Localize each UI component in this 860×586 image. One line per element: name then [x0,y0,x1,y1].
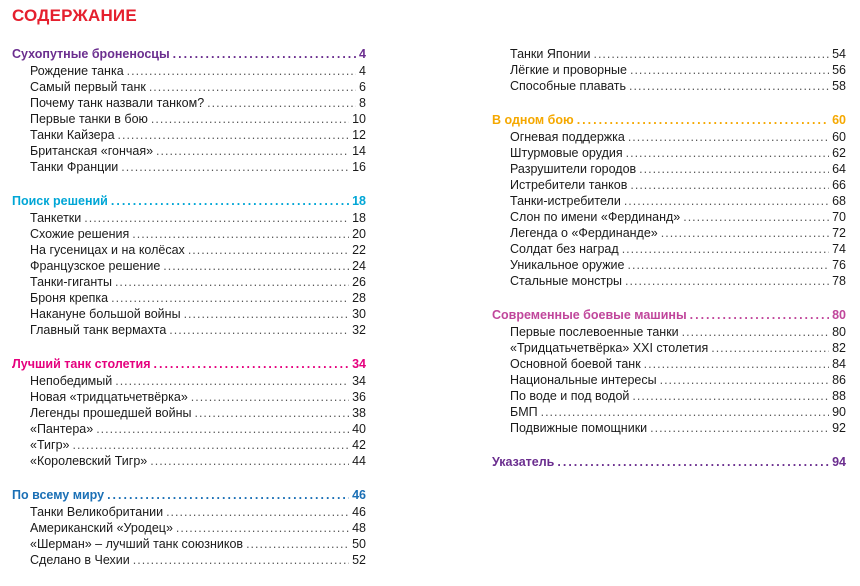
toc-entry-page: 76 [832,258,846,272]
toc-entry[interactable] [12,210,366,226]
dot-leader [111,290,349,306]
section-heading-page: 60 [832,113,846,127]
toc-entry[interactable] [492,388,846,404]
toc-entry-page: 4 [359,64,366,78]
toc-entry-label: Национальные интересы [510,373,657,387]
dot-leader [96,421,349,437]
dot-leader [149,79,356,95]
toc-entry-page: 80 [832,325,846,339]
toc-entry-page: 30 [352,307,366,321]
dot-leader [626,145,829,161]
dot-leader [628,129,829,145]
toc-entry-label: Почему танк назвали танком? [30,96,205,110]
toc-entry[interactable] [492,129,846,145]
toc-entry-label: «Королевский Тигр» [30,454,148,468]
dot-leader [132,226,349,242]
dot-leader [644,356,829,372]
toc-entry[interactable] [492,372,846,388]
toc-entry-label: Французское решение [30,259,161,273]
toc-entry[interactable] [492,145,846,161]
toc-entry-label: Схожие решения [30,227,130,241]
toc-entry[interactable] [12,95,366,111]
toc-entry-page: 42 [352,438,366,452]
toc-entry-label: Танки-истребители [510,194,621,208]
toc-entry-label: Непобедимый [30,374,113,388]
toc-entry[interactable] [12,405,366,421]
dot-leader [127,63,356,79]
dot-leader [156,143,349,159]
toc-entry[interactable] [12,552,366,568]
toc-entry-label: Рождение танка [30,64,124,78]
section-heading[interactable] [12,46,366,63]
toc-entry-page: 8 [359,96,366,110]
section-heading-page: 46 [352,488,366,502]
dot-leader [625,273,829,289]
page-title: СОДЕРЖАНИЕ [12,6,137,25]
toc-entry-page: 46 [352,505,366,519]
toc-entry[interactable] [12,520,366,536]
toc-entry-page: 40 [352,422,366,436]
dot-leader [661,225,829,241]
toc-section [492,46,846,94]
toc-entry-page: 44 [352,454,366,468]
toc-entry-label: Способные плавать [510,79,626,93]
toc-entry-page: 72 [832,226,846,240]
dot-leader [133,552,349,568]
toc-entry-label: Танки Франции [30,160,119,174]
toc-entry-page: 62 [832,146,846,160]
toc-entry-label: Штурмовые орудия [510,146,623,160]
toc-entry[interactable] [12,127,366,143]
dot-leader [163,258,349,274]
toc-entry-label: На гусеницах и на колёсах [30,243,185,257]
toc-entry[interactable] [492,324,846,340]
toc-entry-label: Первые танки в бою [30,112,148,126]
toc-entry[interactable] [12,453,366,469]
dot-leader [173,46,356,62]
toc-section [12,487,366,568]
toc-entry-page: 22 [352,243,366,257]
toc-right-column [492,46,846,489]
toc-entry-page: 92 [832,421,846,435]
section-heading[interactable] [492,112,846,129]
toc-entry-page: 56 [832,63,846,77]
toc-entry-label: Самый первый танк [30,80,146,94]
toc-entry[interactable] [492,225,846,241]
toc-entry-page: 54 [832,47,846,61]
toc-entry[interactable] [492,161,846,177]
toc-entry[interactable] [12,159,366,175]
toc-entry[interactable] [12,373,366,389]
section-heading-label: По всему миру [12,488,105,502]
toc-section [12,46,366,175]
toc-entry-page: 68 [832,194,846,208]
dot-leader [246,536,349,552]
toc-entry-label: Новая «тридцатьчетвёрка» [30,390,188,404]
section-heading-label: В одном бою [492,113,574,127]
toc-entry[interactable] [492,78,846,94]
section-heading[interactable] [492,307,846,324]
toc-entry-page: 58 [832,79,846,93]
toc-entry-page: 50 [352,537,366,551]
dot-leader [188,242,349,258]
toc-entry[interactable] [12,143,366,159]
section-heading-page: 4 [359,47,366,61]
dot-leader [630,177,829,193]
dot-leader [630,62,829,78]
toc-entry-page: 60 [832,130,846,144]
toc-entry-page: 14 [352,144,366,158]
toc-entry-page: 18 [352,211,366,225]
section-heading-label: Указатель [492,455,555,469]
toc-entry-label: По воде и под водой [510,389,630,403]
toc-entry[interactable] [12,322,366,338]
toc-entry-page: 52 [352,553,366,567]
dot-leader [72,437,349,453]
toc-entry-page: 20 [352,227,366,241]
dot-leader [151,111,349,127]
dot-leader [711,340,829,356]
toc-entry-label: «Тигр» [30,438,70,452]
dot-leader [557,454,829,470]
dot-leader [628,257,830,273]
dot-leader [194,405,349,421]
section-heading[interactable] [12,487,366,504]
toc-entry-page: 32 [352,323,366,337]
toc-section [492,307,846,436]
dot-leader [115,274,349,290]
toc-entry-page: 86 [832,373,846,387]
dot-leader [121,159,349,175]
toc-entry[interactable] [492,273,846,289]
toc-entry-page: 64 [832,162,846,176]
dot-leader [150,453,349,469]
toc-entry-label: Танки Японии [510,47,591,61]
toc-entry-label: Сделано в Чехии [30,553,130,567]
toc-entry-page: 16 [352,160,366,174]
toc-entry-label: Основной боевой танк [510,357,641,371]
toc-entry[interactable] [12,504,366,520]
toc-entry-label: Разрушители городов [510,162,637,176]
toc-entry-label: Главный танк вермахта [30,323,167,337]
toc-entry-page: 90 [832,405,846,419]
toc-left-column [12,46,366,586]
toc-entry-label: Истребители танков [510,178,628,192]
section-heading-page: 80 [832,308,846,322]
toc-entry-label: Лёгкие и проворные [510,63,627,77]
toc-entry-label: Огневая поддержка [510,130,625,144]
section-heading[interactable] [12,356,366,373]
dot-leader [639,161,829,177]
section-heading-label: Лучший танк столетия [12,357,151,371]
toc-entry[interactable] [492,241,846,257]
toc-entry[interactable] [12,290,366,306]
toc-entry[interactable] [492,340,846,356]
dot-leader [629,78,829,94]
toc-entry[interactable] [12,306,366,322]
section-heading-page: 34 [352,357,366,371]
toc-entry-page: 82 [832,341,846,355]
toc-entry[interactable] [492,404,846,420]
toc-entry[interactable] [12,389,366,405]
dot-leader [682,324,829,340]
toc-entry-page: 84 [832,357,846,371]
toc-entry[interactable] [492,356,846,372]
toc-entry-page: 6 [359,80,366,94]
toc-entry-label: Танки Кайзера [30,128,115,142]
toc-entry-label: Легенда о «Фердинанде» [510,226,658,240]
toc-section [12,356,366,469]
toc-entry-page: 66 [832,178,846,192]
toc-entry[interactable] [12,79,366,95]
dot-leader [690,307,829,323]
toc-entry-page: 26 [352,275,366,289]
dot-leader [115,373,349,389]
toc-section [492,112,846,289]
dot-leader [118,127,350,143]
section-heading-page: 18 [352,194,366,208]
toc-entry-label: Подвижные помощники [510,421,648,435]
section-heading-label: Современные боевые машины [492,308,687,322]
toc-entry[interactable] [492,177,846,193]
toc-entry[interactable] [492,62,846,78]
toc-entry-label: Танкетки [30,211,82,225]
toc-entry-label: Танки Великобритании [30,505,164,519]
dot-leader [191,389,349,405]
dot-leader [622,241,829,257]
dot-leader [107,487,349,503]
section-heading-label: Сухопутные броненосцы [12,47,170,61]
toc-entry[interactable] [12,536,366,552]
toc-entry[interactable] [492,420,846,436]
toc-entry-page: 24 [352,259,366,273]
toc-entry-page: 34 [352,374,366,388]
toc-section [12,193,366,338]
toc-entry-label: Первые послевоенные танки [510,325,679,339]
toc-entry-label: «Тридцатьчетвёрка» XXI столетия [510,341,709,355]
dot-leader [541,404,829,420]
toc-entry[interactable] [12,274,366,290]
dot-leader [632,388,829,404]
dot-leader [169,322,349,338]
toc-entry-page: 70 [832,210,846,224]
section-heading-page: 94 [832,455,846,469]
toc-entry-page: 78 [832,274,846,288]
toc-entry[interactable] [12,421,366,437]
toc-entry-label: Американский «Уродец» [30,521,173,535]
toc-entry-label: БМП [510,405,538,419]
toc-entry[interactable] [12,242,366,258]
toc-entry-page: 38 [352,406,366,420]
toc-section [492,454,846,471]
toc-entry-page: 28 [352,291,366,305]
toc-entry-label: Броня крепка [30,291,109,305]
toc-entry-page: 12 [352,128,366,142]
toc-entry-label: «Шерман» – лучший танк союзников [30,537,244,551]
toc-entry[interactable] [12,437,366,453]
toc-entry[interactable] [492,193,846,209]
toc-entry-page: 88 [832,389,846,403]
toc-entry-label: Слон по имени «Фердинанд» [510,210,681,224]
dot-leader [84,210,349,226]
dot-leader [577,112,829,128]
toc-entry[interactable] [12,111,366,127]
toc-entry-label: Солдат без наград [510,242,619,256]
toc-entry[interactable] [492,46,846,62]
dot-leader [660,372,829,388]
toc-entry[interactable] [12,226,366,242]
toc-entry[interactable] [492,257,846,273]
dot-leader [593,46,829,62]
dot-leader [683,209,829,225]
toc-entry-page: 36 [352,390,366,404]
dot-leader [111,193,349,209]
toc-entry-page: 48 [352,521,366,535]
toc-entry-page: 74 [832,242,846,256]
toc-entry-page: 10 [352,112,366,126]
toc-entry-label: Стальные монстры [510,274,623,288]
toc-entry[interactable] [12,63,366,79]
toc-entry-label: Легенды прошедшей войны [30,406,192,420]
toc-entry-label: Уникальное оружие [510,258,625,272]
dot-leader [176,520,349,536]
dot-leader [184,306,350,322]
section-heading-label: Поиск решений [12,194,108,208]
dot-leader [624,193,829,209]
dot-leader [207,95,356,111]
dot-leader [650,420,829,436]
toc-entry[interactable] [12,258,366,274]
toc-entry-label: Накануне большой войны [30,307,181,321]
toc-entry-label: «Пантера» [30,422,94,436]
toc-entry-label: Британская «гончая» [30,144,154,158]
toc-entry[interactable] [492,209,846,225]
dot-leader [166,504,349,520]
toc-entry-label: Танки-гиганты [30,275,112,289]
dot-leader [154,356,350,372]
section-heading[interactable] [492,454,846,471]
section-heading[interactable] [12,193,366,210]
